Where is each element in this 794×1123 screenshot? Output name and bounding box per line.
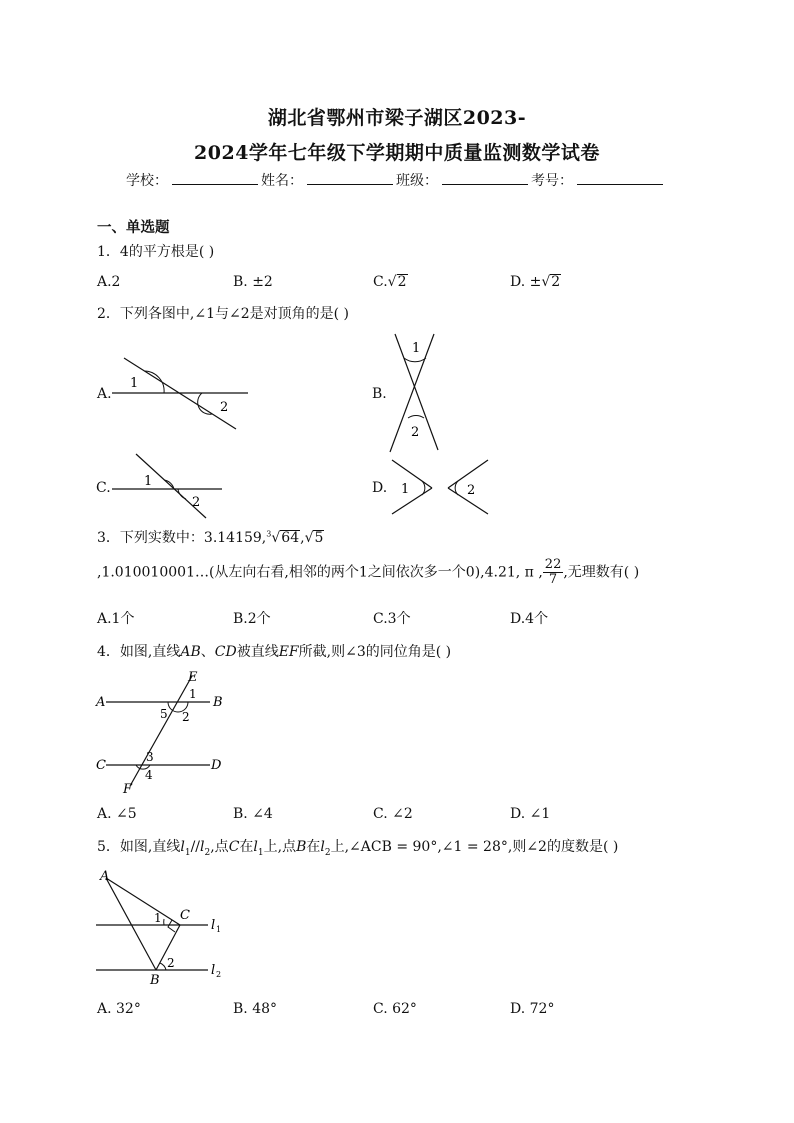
svg-text:4: 4	[145, 768, 153, 782]
q3-option-d: D.4个	[510, 611, 549, 627]
q5-option-a: A. 32°	[97, 1001, 141, 1017]
section-title: 一、单选题	[97, 219, 170, 236]
svg-text:C: C	[180, 908, 190, 923]
exam-title-line1: 湖北省鄂州市梁子湖区2023-	[267, 107, 527, 129]
svg-text:3: 3	[146, 750, 154, 764]
school-label: 学校：	[126, 173, 168, 189]
q5-option-b: B. 48°	[233, 1001, 278, 1017]
q2-figure-d	[388, 456, 494, 520]
sqrt-radicand: 2	[397, 274, 407, 290]
class-label: 班级：	[396, 173, 438, 189]
svg-text:D: D	[211, 758, 222, 773]
q4-stem: 4．如图,直线AB、CD被直线EF所截,则∠3的同位角是( )	[97, 644, 452, 660]
q3-stem-line2: ,1.010010001…(从左向右看,相邻的两个1之间依次多一个0),4.21, π , $\frac{22}{7}$ ,无理数有( )	[97, 557, 640, 587]
angle-2-label: 2	[192, 495, 201, 510]
q4-option-b: B. ∠4	[233, 806, 273, 822]
q1-option-c: C.√2	[373, 274, 407, 290]
q5-stem: 5．如图,直线$l_1//l_2$,点C在$l_1$上,点B在$l_2$上,∠ACB = 90°,∠1 = 28°,则∠2的度数是( )	[97, 839, 619, 858]
svg-text:A: A	[96, 695, 106, 710]
svg-text:F: F	[123, 782, 133, 797]
q4-option-a: A. ∠5	[97, 806, 137, 822]
q2-figure-a	[108, 354, 252, 434]
school-blank	[172, 172, 258, 185]
q2-label-a: A.	[97, 386, 112, 402]
q2-figure-b	[380, 330, 450, 456]
name-blank	[307, 172, 393, 185]
q3-option-a: A.1个	[97, 611, 135, 627]
q3-option-b: B.2个	[233, 611, 271, 627]
q5-option-d: D. 72°	[510, 1001, 555, 1017]
angle-1-label: 1	[401, 482, 410, 497]
angle-2-label: 2	[467, 483, 476, 498]
q1-stem: 1．4的平方根是( )	[97, 244, 215, 260]
q3-stem: 3．下列实数中：3.14159,$^3$√64,√5	[97, 529, 324, 546]
cube-root-radicand: 64	[281, 530, 300, 546]
svg-text:1: 1	[216, 925, 222, 934]
svg-text:B: B	[150, 973, 160, 986]
q1-option-d: D. ±√2	[510, 274, 561, 290]
svg-text:2: 2	[167, 956, 175, 970]
cube-root-index: 3	[266, 529, 272, 539]
svg-text:2: 2	[216, 970, 222, 979]
q2-label-d: D.	[372, 480, 388, 496]
q2-stem: 2．下列各图中,∠1与∠2是对顶角的是( )	[97, 306, 350, 322]
svg-text:A: A	[100, 869, 110, 884]
q5-figure	[92, 866, 232, 986]
svg-text:l: l	[211, 963, 216, 978]
angle-2-label: 2	[220, 400, 229, 415]
q3-option-c: C.3个	[373, 611, 411, 627]
svg-text:1: 1	[189, 687, 197, 701]
class-blank	[442, 172, 528, 185]
student-info-row	[126, 170, 666, 190]
q2-label-b: B.	[372, 386, 387, 402]
sqrt-radicand: 5	[314, 530, 324, 546]
svg-text:5: 5	[160, 707, 168, 721]
exam-number-blank	[577, 172, 663, 185]
svg-text:1: 1	[154, 911, 162, 925]
sqrt-radicand: 2	[551, 274, 561, 290]
angle-1-label: 1	[144, 474, 153, 489]
svg-text:B: B	[213, 695, 223, 710]
q2-figure-c	[108, 450, 226, 522]
angle-1-label: 1	[412, 341, 421, 356]
q2-label-c: C.	[96, 480, 111, 496]
q5-option-c: C. 62°	[373, 1001, 417, 1017]
svg-text:l: l	[211, 918, 216, 933]
q1-option-a: A.2	[97, 274, 121, 290]
angle-2-label: 2	[411, 425, 420, 440]
q4-option-d: D. ∠1	[510, 806, 551, 822]
svg-text:2: 2	[182, 710, 190, 724]
q1-option-b: B. ±2	[233, 274, 273, 290]
name-label: 姓名：	[261, 173, 303, 189]
svg-text:C: C	[96, 758, 106, 773]
q4-option-c: C. ∠2	[373, 806, 413, 822]
svg-text:E: E	[188, 670, 198, 685]
q4-figure	[92, 668, 232, 798]
angle-1-label: 1	[130, 376, 139, 391]
exam-number-label: 考号：	[531, 173, 573, 189]
exam-title-line2: 2024学年七年级下学期期中质量监测数学试卷	[194, 142, 600, 164]
fraction-22-7: $\frac{22}{7}$	[544, 557, 562, 587]
